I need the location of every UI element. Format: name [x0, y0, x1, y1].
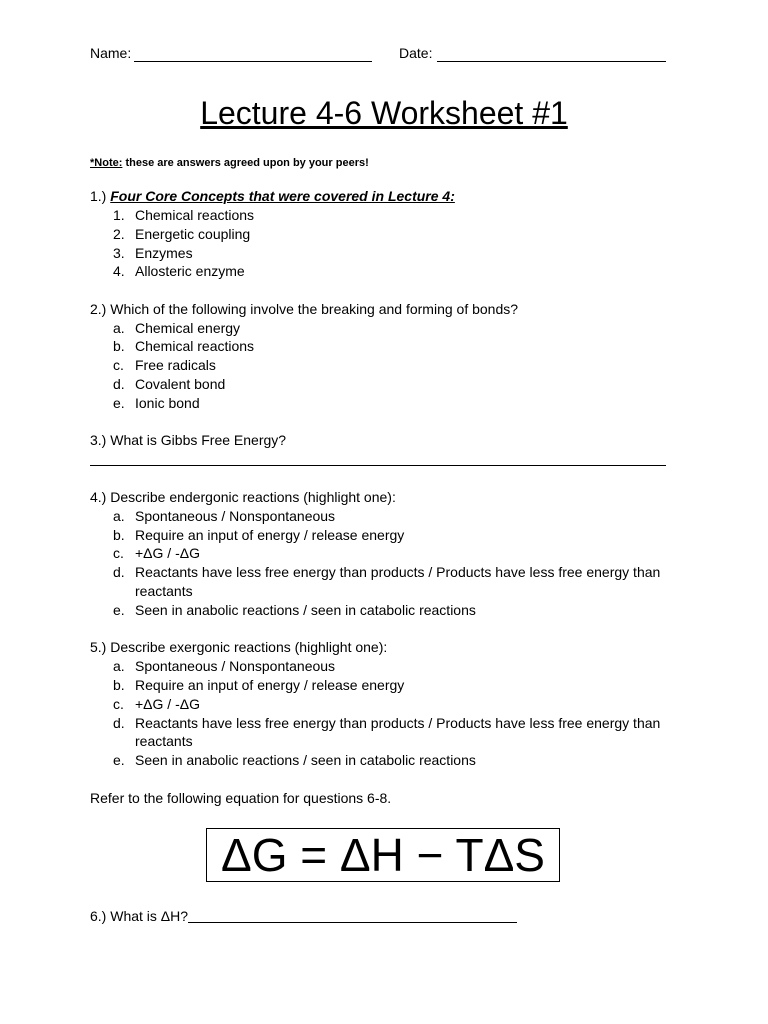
- name-label: Name:: [90, 45, 132, 61]
- list-marker: b.: [113, 677, 125, 693]
- list-item: Reactants have less free energy than products / Products have less free energy than: [135, 564, 661, 580]
- list-marker: c.: [113, 545, 124, 561]
- list-item: Chemical reactions: [135, 338, 255, 354]
- list-item-continuation: reactants: [135, 583, 193, 599]
- date-label: Date:: [399, 45, 433, 61]
- list-marker: 2.: [113, 226, 125, 242]
- list-item: Seen in anabolic reactions / seen in catabolic reactions: [135, 602, 476, 618]
- question-3: 3.) What is Gibbs Free Energy?: [90, 432, 287, 448]
- list-marker: c.: [113, 357, 124, 373]
- answer-blank-line[interactable]: [90, 465, 666, 466]
- list-item: Require an input of energy / release energy: [135, 677, 405, 693]
- list-item: Require an input of energy / release energy: [135, 527, 405, 543]
- date-blank-line[interactable]: [437, 61, 666, 62]
- question-5: 5.) Describe exergonic reactions (highlight one):: [90, 639, 388, 655]
- list-item: Energetic coupling: [135, 226, 251, 242]
- question-2: 2.) Which of the following involve the breaking and forming of bonds?: [90, 301, 519, 317]
- question-1-number: 1.): [90, 188, 107, 204]
- list-marker: e.: [113, 602, 125, 618]
- list-marker: b.: [113, 338, 125, 354]
- list-marker: a.: [113, 508, 125, 524]
- peer-note: [90, 157, 369, 170]
- list-item: Enzymes: [135, 245, 193, 261]
- list-item-continuation: reactants: [135, 733, 193, 749]
- list-marker: 1.: [113, 207, 125, 223]
- question-4: 4.) Describe endergonic reactions (highlight one):: [90, 489, 396, 505]
- refer-instruction: Refer to the following equation for questions 6-8.: [90, 790, 392, 806]
- list-item: Allosteric enzyme: [135, 263, 245, 279]
- list-marker: a.: [113, 658, 125, 674]
- list-item: Seen in anabolic reactions / seen in catabolic reactions: [135, 752, 476, 768]
- list-item: Free radicals: [135, 357, 216, 373]
- name-blank-line[interactable]: [134, 61, 372, 62]
- list-marker: b.: [113, 527, 125, 543]
- list-item: Covalent bond: [135, 376, 226, 392]
- question-1-title: Four Core Concepts that were covered in Lecture 4:: [110, 188, 455, 204]
- list-marker: d.: [113, 376, 125, 392]
- list-marker: c.: [113, 696, 124, 712]
- list-item: Chemical energy: [135, 320, 241, 336]
- question-1: [90, 188, 455, 205]
- list-marker: 4.: [113, 263, 125, 279]
- list-marker: e.: [113, 752, 125, 768]
- worksheet-title: Lecture 4-6 Worksheet #1: [200, 95, 568, 131]
- gibbs-equation-box: [206, 828, 560, 882]
- answer-blank-line[interactable]: [188, 922, 517, 923]
- list-item: Reactants have less free energy than products / Products have less free energy than: [135, 715, 661, 731]
- list-marker: 3.: [113, 245, 125, 261]
- note-text: these are answers agreed upon by your peers!: [122, 157, 369, 169]
- list-marker: d.: [113, 715, 125, 731]
- list-item: +ΔG / -ΔG: [135, 545, 200, 561]
- list-marker: e.: [113, 395, 125, 411]
- list-item: Chemical reactions: [135, 207, 255, 223]
- question-6: 6.) What is ΔH?: [90, 908, 189, 924]
- list-item: +ΔG / -ΔG: [135, 696, 200, 712]
- list-item: Spontaneous / Nonspontaneous: [135, 508, 336, 524]
- gibbs-equation: ΔG = ΔH − TΔS: [221, 829, 545, 881]
- list-item: Ionic bond: [135, 395, 200, 411]
- list-item: Spontaneous / Nonspontaneous: [135, 658, 336, 674]
- list-marker: a.: [113, 320, 125, 336]
- note-prefix: *Note:: [90, 157, 123, 169]
- list-marker: d.: [113, 564, 125, 580]
